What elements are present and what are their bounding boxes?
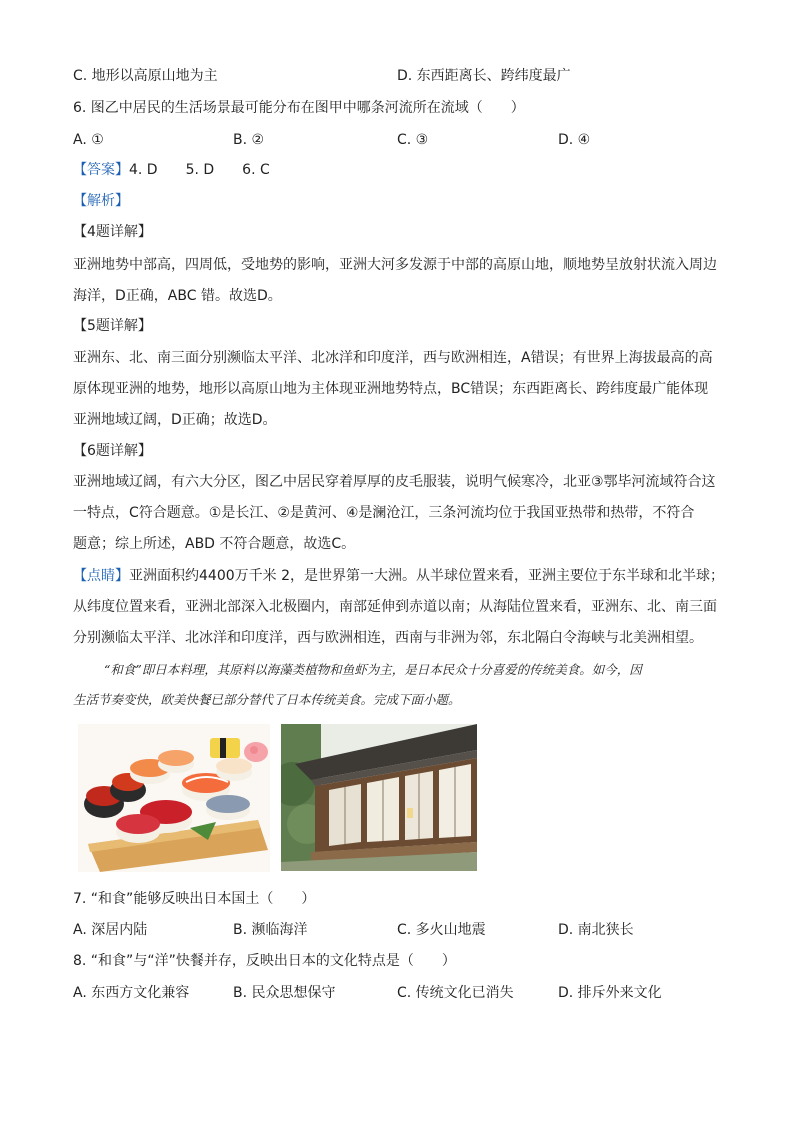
dianjing-line-1 [73,566,724,586]
q6-stem: 6. 图乙中居民的生活场景最可能分布在图甲中哪条河流所在流域（ ） [73,100,525,116]
d5-line-2: 原体现亚洲的地势，地形以高原山地为主体现亚洲地势特点，BC错误；东西距离长、跨纬度最广能体现 [73,381,709,397]
sushi-illustration [78,724,270,872]
japanese-house-photo [281,724,477,871]
house-illustration [281,724,477,871]
material-line-2: 生活节奏变快，欧美快餐已部分替代了日本传统美食。完成下面小题。 [73,692,461,707]
material-line-1: “和食”即日本料理，其原料以海藻类植物和鱼虾为主，是日本民众十分喜爱的传统美食。如今，因 [104,662,642,677]
answer-label: 【答案】 [73,162,129,178]
sushi-photo [78,724,270,872]
d4-title: 【4题详解】 [73,224,152,240]
d5-line-3: 亚洲地域辽阔，D正确；故选D。 [73,412,277,428]
q5-option-d: D. 东西距离长、跨纬度最广 [397,68,571,84]
d5-title: 【5题详解】 [73,318,152,334]
d4-line-1: 亚洲地势中部高，四周低，受地势的影响，亚洲大河多发源于中部的高原山地，顺地势呈放射状流入周边 [73,257,717,273]
d6-line-1: 亚洲地域辽阔，有六大分区，图乙中居民穿着厚厚的皮毛服装，说明气候寒冷，北亚③鄂毕河流域符合这 [73,474,716,490]
d5-line-1: 亚洲东、北、南三面分别濒临太平洋、北冰洋和印度洋，西与欧洲相连，A错误；有世界上海拔最高的高 [73,350,713,366]
answer-line [73,160,270,180]
q8-stem: 8. “和食”与“洋”快餐并存，反映出日本的文化特点是（ ） [73,953,456,969]
q8-option-c: C. 传统文化已消失 [397,985,514,1001]
analysis-label: 【解析】 [73,193,129,209]
q8-option-a: A. 东西方文化兼容 [73,985,190,1001]
d6-title: 【6题详解】 [73,443,152,459]
q7-option-b: B. 濒临海洋 [233,922,308,938]
d4-line-2: 海洋，D正确，ABC 错。故选D。 [73,288,282,304]
dianjing-label: 【点睛】 [73,568,129,584]
dianjing-line-3: 分别濒临太平洋、北冰洋和印度洋，西与欧洲相连，西南与非洲为邻，东北隔白令海峡与北美洲相望。 [73,630,703,646]
q8-option-b: B. 民众思想保守 [233,985,336,1001]
q7-option-c: C. 多火山地震 [397,922,486,938]
dianjing-text-1: 亚洲面积约4400万千米 2，是世界第一大洲。从半球位置来看，亚洲主要位于东半球和北半球； [129,568,724,584]
q6-option-c: C. ③ [397,132,429,148]
q6-option-b: B. ② [233,132,265,148]
d6-line-3: 题意；综上所述，ABD 不符合题意，故选C。 [73,536,356,552]
dianjing-line-2: 从纬度位置来看，亚洲北部深入北极圈内，南部延伸到赤道以南；从海陆位置来看，亚洲东、北、南三面 [73,599,717,615]
q8-option-d: D. 排斥外来文化 [558,985,662,1001]
q7-option-a: A. 深居内陆 [73,922,148,938]
q7-option-d: D. 南北狭长 [558,922,634,938]
q7-stem: 7. “和食”能够反映出日本国土（ ） [73,891,316,907]
q6-option-d: D. ④ [558,132,591,148]
d6-line-2: 一特点，C符合题意。①是长江、②是黄河、④是澜沧江，三条河流均位于我国亚热带和热带，不符合 [73,505,695,521]
answer-text: 4. D 5. D 6. C [129,162,270,178]
q6-option-a: A. ① [73,132,104,148]
q5-option-c: C. 地形以高原山地为主 [73,68,218,84]
